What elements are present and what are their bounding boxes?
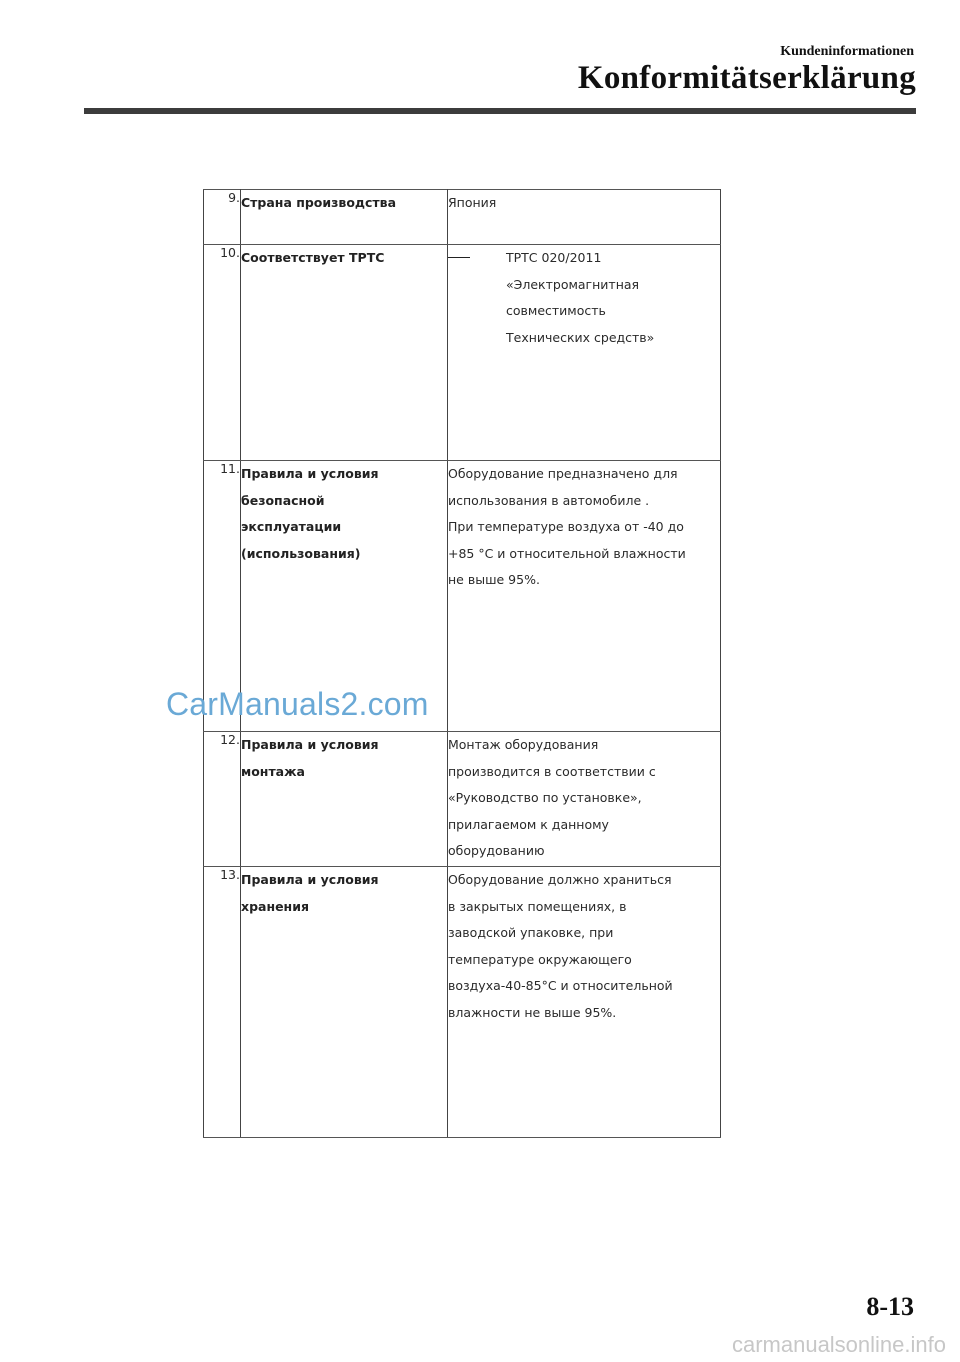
value-line: Оборудование предназначено для <box>448 466 678 481</box>
dash-mark <box>448 257 470 258</box>
value-line: «Электромагнитная <box>506 276 640 292</box>
specification-table <box>203 189 721 1138</box>
value-line: Технических средств» <box>506 329 655 345</box>
label-line: Правила и условия <box>241 466 379 481</box>
table-row <box>204 245 721 461</box>
value-line: использования в автомобиле . <box>448 492 650 508</box>
value-line: производится в соответствии с <box>448 763 656 779</box>
row-value <box>448 190 721 245</box>
label-line: безопасной <box>241 492 325 508</box>
value-line: воздуха-40-85°С и относительной <box>448 978 673 993</box>
label-line: Страна производства <box>241 195 397 210</box>
row-number: 10. <box>204 245 241 461</box>
row-label <box>241 867 448 1138</box>
label-line: эксплуатации <box>241 519 342 534</box>
row-value <box>448 245 721 461</box>
section-header: Kundeninformationen <box>780 44 914 59</box>
value-line: +85 °С и относительной влажности <box>448 545 686 561</box>
label-line: (использования) <box>241 545 361 561</box>
value-line: Монтаж оборудования <box>448 737 599 752</box>
value-line: совместимость <box>506 303 606 318</box>
header-divider <box>84 108 916 114</box>
row-label <box>241 190 448 245</box>
label-line: Соответствует ТРТС <box>241 250 385 265</box>
table-row <box>204 190 721 245</box>
row-number: 9. <box>204 190 241 245</box>
row-label <box>241 732 448 867</box>
watermark-text: CarManuals2.com <box>166 686 429 722</box>
value-line: «Руководство по установке», <box>448 790 642 805</box>
table-row <box>204 867 721 1138</box>
value-line: влажности не выше 95%. <box>448 1004 617 1020</box>
table-row <box>204 732 721 867</box>
row-value <box>448 867 721 1138</box>
label-line: Правила и условия <box>241 872 379 887</box>
value-line: оборудованию <box>448 843 545 858</box>
row-number: 11. <box>204 461 241 732</box>
value-line: прилагаемом к данному <box>448 816 609 832</box>
standard-line <box>448 245 720 272</box>
page-title: Konformitätserklärung <box>577 60 916 96</box>
row-number: 12. <box>204 732 241 867</box>
standard-code: ТРТС 020/2011 <box>506 250 602 265</box>
row-label <box>241 245 448 461</box>
row-value <box>448 461 721 732</box>
label-line: хранения <box>241 898 309 914</box>
value-line: При температуре воздуха от -40 до <box>448 519 684 534</box>
value-line: Япония <box>448 195 497 210</box>
value-line: не выше 95%. <box>448 572 540 587</box>
footer-watermark: carmanualsonline.info <box>731 1332 946 1357</box>
label-line: монтажа <box>241 763 305 779</box>
label-line: Правила и условия <box>241 737 379 752</box>
page-number: 8-13 <box>866 1292 914 1321</box>
row-value <box>448 732 721 867</box>
value-line: Оборудование должно храниться <box>448 872 672 887</box>
row-number: 13. <box>204 867 241 1138</box>
value-line: в закрытых помещениях, в <box>448 898 627 914</box>
value-line: температуре окружающего <box>448 951 632 967</box>
value-line: заводской упаковке, при <box>448 925 614 940</box>
